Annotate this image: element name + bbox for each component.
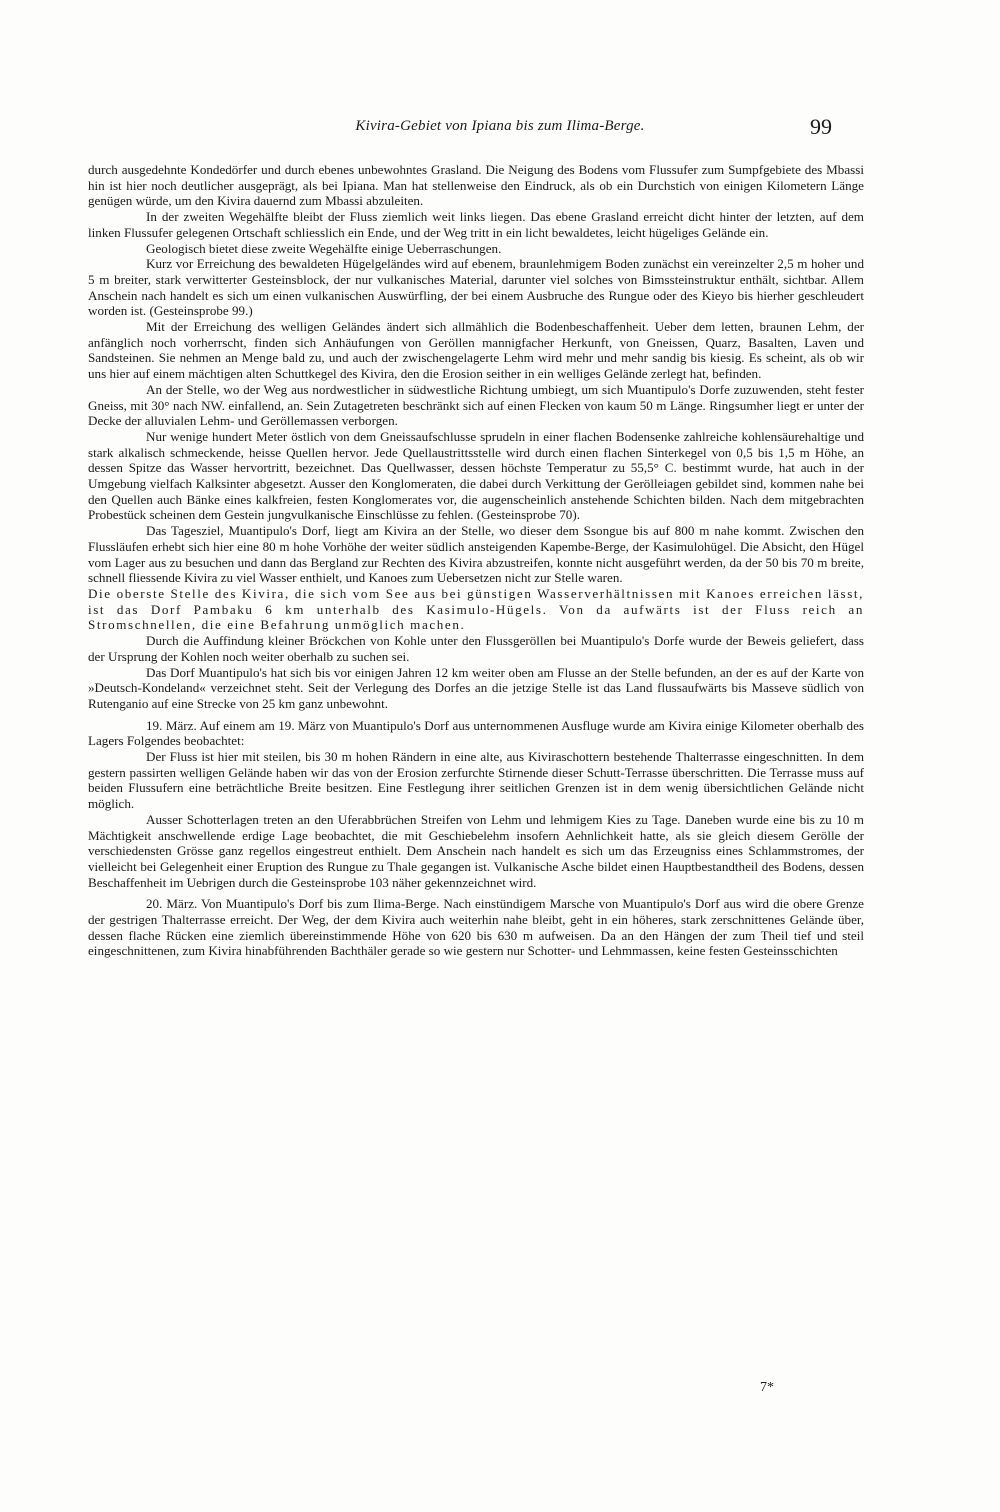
paragraph: An der Stelle, wo der Weg aus nordwestlicher in südwestliche Richtung umbiegt, um sich Muantipulo's Dorfe zuzuwenden, steht fester Gneiss, mit 30° nach NW. einfallend, an. Sein Zutagetreten beschränkt sich auf einen Flecken von kaum 50 m Länge. Ringsumher liegt er unter der Decke der alluvialen Lehm- und Geröllemassen verborgen. xyxy=(88,381,864,429)
paragraph: Ausser Schotterlagen treten an den Uferabbrüchen Streifen von Lehm und lehmigem Kies zu Tage. Daneben wurde eine bis zu 10 m Mächtigkeit anschwellende erdige Lage beobachtet, die mit Geschiebelehm insofern Aehnlichkeit hatte, als sie gleich diesem Gerölle der verschiedensten Grösse ganz regellos eingestreut enthielt. Dem Anschein nach handelt es sich um das Erzeugniss eines Schlammstromes, der vielleicht bei Gelegenheit einer Eruption des Rungue zu Thale gegangen ist. Vulkanische Asche bildet einen Hauptbestandtheil des Bodens, dessen Beschaffenheit im Uebrigen durch die Gesteinsprobe 103 näher gekennzeichnet wird. xyxy=(88,811,864,890)
paragraph: Der Fluss ist hier mit steilen, bis 30 m hohen Rändern in eine alte, aus Kiviraschottern bestehende Thalterrasse eingeschnitten. In dem gestern passirten welligen Gelände haben wir das von der Erosion zerfurchte Stirnende dieser Schutt-Terrasse überschritten. Die Terrasse muss auf beiden Flussufern eine beträchtliche Breite besitzen. Eine Festlegung ihrer seitlichen Grenzen ist in dem wenig übersichtlichen Gelände nicht möglich. xyxy=(88,749,864,812)
paragraph: Geologisch bietet diese zweite Wegehälfte einige Ueberraschungen. xyxy=(146,240,502,256)
paragraph: durch ausgedehnte Kondedörfer und durch ebenes unbewohntes Grasland. Die Neigung des Bodens vom Flussufer zum Sumpfgebiete des Mbassi hin ist hier noch deutlicher ausgeprägt, als bei Ipiana. Man hat stellenweise den Eindruck, als ob ein Durchstich von einigen Kilometern Länge genügen würde, um den Kivira dauernd zum Mbassi abzuleiten. xyxy=(88,162,864,209)
paragraph: 19. März. Auf einem am 19. März von Muantipulo's Dorf aus unternommenen Ausfluge wurde am Kivira einige Kilometer oberhalb des Lagers Folgendes beobachtet: xyxy=(88,717,864,749)
signature-mark: 7* xyxy=(760,1380,774,1395)
paragraph: Das Tagesziel, Muantipulo's Dorf, liegt am Kivira an der Stelle, wo dieser dem Ssongue bis auf 800 m nahe kommt. Zwischen den Flussläufen erhebt sich hier eine 80 m hohe Vorhöhe der weiter südlich ansteigenden Kapembe-Berge, der Kasimulohügel. Die Absicht, den Hügel vom Lager aus zu besuchen und dann das Bergland zur Rechten des Kivira abzustreifen, konnte nicht ausgeführt werden, da der 50 bis 70 m breite, schnell fliessende Kivira zu viel Wasser enthielt, und Kanoes zum Uebersetzen nicht zur Stelle waren. xyxy=(88,523,864,586)
paragraph: Mit der Erreichung des welligen Geländes ändert sich allmählich die Bodenbeschaffenheit. Ueber dem letten, braunen Lehm, der anfänglich noch vorherrscht, finden sich Anhäufungen von Geröllen mannigfacher Herkunft, von Gneissen, Quarz, Basalten, Laven und Sandsteinen. Sie nehmen an Menge bald zu, und auch der zwischengelagerte Lehm wird mehr und mehr sandig bis kiesig. Es scheint, als ob wir uns hier auf einem mächtigen alten Schuttkegel des Kivira, den die Erosion seither in ein welliges Gelände zerlegt hat, befinden. xyxy=(88,319,864,382)
paragraph: Die oberste Stelle des Kivira, die sich vom See aus bei günstigen Wasserverhältnissen mit Kanoes erreichen lässt, ist das Dorf Pambaku 6 km unterhalb des Kasimulo-Hügels. Von da aufwärts ist der Fluss reich an Stromschnellen, die eine Befahrung unmöglich machen. xyxy=(88,585,864,633)
running-header: Kivira-Gebiet von Ipiana bis zum Ilima-Berge. xyxy=(355,118,645,134)
paragraph: Nur wenige hundert Meter östlich von dem Gneissaufschlusse sprudeln in einer flachen Bodensenke zahlreiche kohlensäurehaltige und stark alkalisch schmeckende, heisse Quellen hervor. Jede Quellaustrittsstelle wird durch einen flachen Sinterkegel von 0,5 bis 1,5 m Höhe, an dessen Spitze das Wasser hervortritt, bezeichnet. Das Quellwasser, dessen höchste Temperatur zu 55,5° C. bestimmt wurde, hat auch in der Umgebung vielfach Kalksinter abgesetzt. Ausser den Konglomeraten, die dabei durch Verkittung der Gerölleiagen gebildet sind, kommen nahe bei den Quellen auch Bänke eines kalkfreien, festen Konglomerates vor, die augenscheinlich anstehende Schichten bilden. Nach dem mitgebrachten Probestück scheinen dem Gestein jungvulkanische Einschlüsse zu fehlen. (Gesteinsprobe 70). xyxy=(88,428,864,523)
paragraph: Kurz vor Erreichung des bewaldeten Hügelgeländes wird auf ebenem, braunlehmigem Boden zunächst ein vereinzelter 2,5 m hoher und 5 m breiter, stark verwitterter Gesteinsblock, der nur vulkanisches Material, darunter viel solches von Bimssteinstruktur enthält, sichtbar. Allem Anschein nach handelt es sich um einen vulkanischen Auswürfling, der bei einem Ausbruche des Rungue oder des Kieyo bis hierher geschleudert worden ist. (Gesteinsprobe 99.) xyxy=(88,256,864,319)
body-text xyxy=(88,162,864,959)
page-number: 99 xyxy=(810,114,832,139)
paragraph: 20. März. Von Muantipulo's Dorf bis zum Ilima-Berge. Nach einstündigem Marsche von Muantipulo's Dorf aus wird die obere Grenze der gestrigen Thalterrasse erreicht. Der Weg, der dem Kivira auch weiterhin nahe bleibt, geht in ein höheres, stark zerschnittenes Gelände über, dessen flache Rücken eine ziemlich übereinstimmende Höhe von 620 bis 630 m aufweisen. Da an den Hängen der zum Theil tief und steil eingeschnittenen, zum Kivira hinabführenden Bachthäler gerade so wie gestern nur Schotter- und Lehmmassen, keine festen Gesteinsschichten xyxy=(88,896,864,959)
paragraph: Durch die Auffindung kleiner Bröckchen von Kohle unter den Flussgeröllen bei Muantipulo's Dorfe wurde der Beweis geliefert, dass der Ursprung der Kohlen noch weiter oberhalb zu suchen sei. xyxy=(88,633,864,664)
paragraph: In der zweiten Wegehälfte bleibt der Fluss ziemlich weit links liegen. Das ebene Grasland erreicht dicht hinter der letzten, auf dem linken Flussufer gelegenen Ortschaft schliesslich ein Ende, und der Weg tritt in ein licht bewaldetes, leicht hügeliges Gelände ein. xyxy=(88,209,864,240)
paragraph: Das Dorf Muantipulo's hat sich bis vor einigen Jahren 12 km weiter oben am Flusse an der Stelle befunden, an der es auf der Karte von »Deutsch-Kondeland« verzeichnet steht. Seit der Verlegung des Dorfes an die jetzige Stelle ist das Land flussaufwärts bis Masseve südlich von Rutenganio auf eine Strecke von 25 km ganz unbewohnt. xyxy=(88,664,864,711)
